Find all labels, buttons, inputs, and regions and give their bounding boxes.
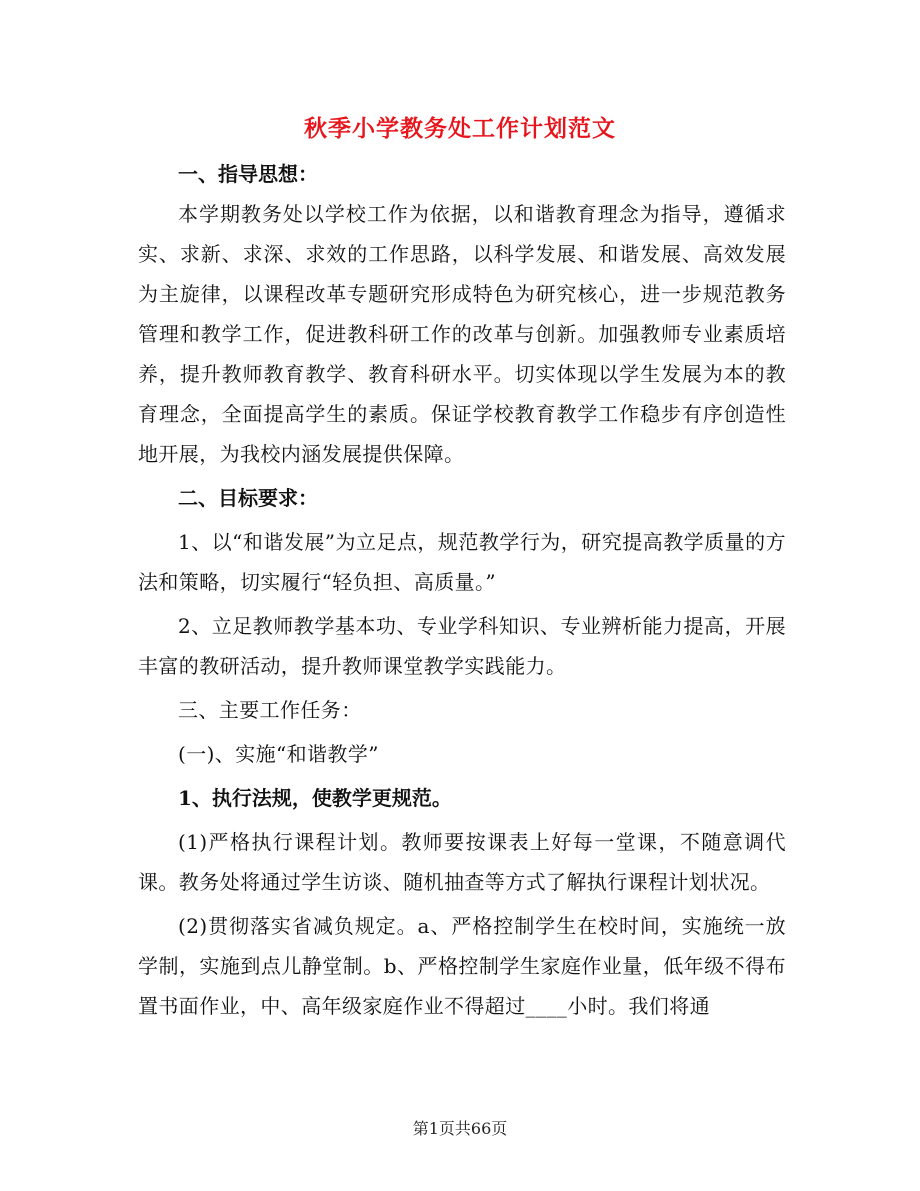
- section-heading-goals: 二、目标要求：: [178, 486, 318, 510]
- item-heading-follow-regulations: 1、执行法规，使教学更规范。: [178, 786, 452, 810]
- subsection-heading-harmonious-teaching: (一)、实施“和谐教学”: [178, 742, 379, 766]
- section-heading-tasks: 三、主要工作任务：: [178, 698, 362, 722]
- paragraph-curriculum-plan: (1)严格执行课程计划。教师要按课表上好每一堂课，不随意调代课。教务处将通过学生访谈、随机抽查等方式了解执行课程计划状况。: [138, 830, 786, 894]
- document-title: 秋季小学教务处工作计划范文: [304, 115, 616, 142]
- paragraph-goal-1: 1、以“和谐发展”为立足点，规范教学行为，研究提高教学质量的方法和策略，切实履行“轻负担、高质量。”: [138, 530, 786, 594]
- paragraph-goal-2: 2、立足教师教学基本功、专业学科知识、专业辨析能力提高，开展丰富的教研活动，提升教师课堂教学实践能力。: [138, 614, 786, 678]
- section-heading-guiding-thought: 一、指导思想：: [178, 162, 318, 186]
- page-number: 第1页共66页: [412, 1119, 508, 1138]
- paragraph-guiding-thought: 本学期教务处以学校工作为依据，以和谐教育理念为指导，遵循求实、求新、求深、求效的工作思路，以科学发展、和谐发展、高效发展为主旋律，以课程改革专题研究形成特色为研究核心，进一步规范教务管理和教学工作，促进教科研工作的改革与创新。加强教师专业素质培养，提升教师教育教学、教育科研水平。切实体现以学生发展为本的教育理念，全面提高学生的素质。保证学校教育教学工作稳步有序创造性地开展，为我校内涵发展提供保障。: [138, 202, 786, 466]
- document-body: [138, 150, 786, 1026]
- paragraph-burden-reduction: (2)贯彻落实省减负规定。a、严格控制学生在校时间，实施统一放学制，实施到点儿静堂制。b、严格控制学生家庭作业量，低年级不得布置书面作业，中、高年级家庭作业不得超过____小时。我们将通: [138, 914, 786, 1018]
